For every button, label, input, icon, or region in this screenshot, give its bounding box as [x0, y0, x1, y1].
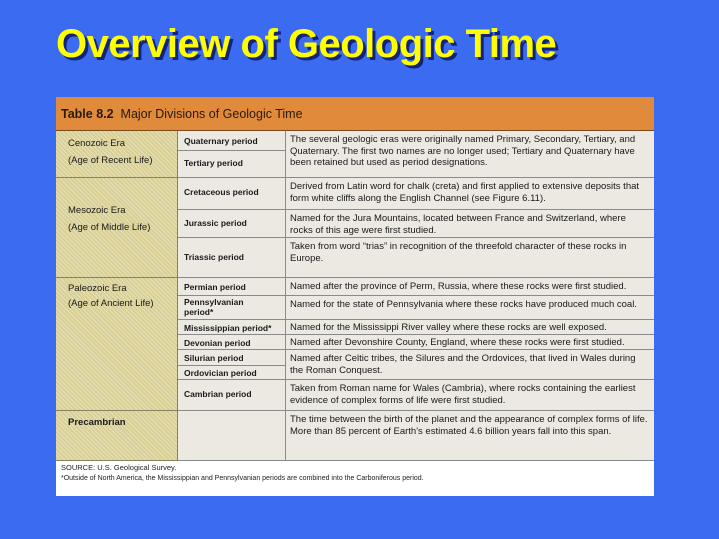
description-cell	[286, 320, 654, 335]
description-cell	[286, 210, 654, 238]
description-text: The several geologic eras were originally named Primary, Secondary, Tertiary, and Quaternary. The first two names are no longer used; Tertiary and Quaternary have been retained but used as period designations.	[290, 134, 636, 168]
era-name: Precambrian	[68, 417, 126, 428]
period-cell	[178, 350, 286, 366]
description-text: The time between the birth of the planet and the appearance of complex forms of life. More than 85 percent of Earth's estimated 4.6 billion years fall into this span.	[290, 414, 648, 437]
table-number: Table 8.2	[61, 107, 114, 121]
period-label: Ordovician period	[184, 368, 257, 378]
description-cell	[286, 411, 654, 461]
description-text: Named for the state of Pennsylvania where these rocks have produced much coal.	[290, 299, 637, 310]
table-caption: Major Divisions of Geologic Time	[120, 107, 303, 121]
table-header	[56, 97, 654, 131]
table-footnote: *Outside of North America, the Mississippian and Pennsylvanian periods are combined into the Carboniferous period.	[61, 475, 424, 482]
era-cell-mesozoic	[56, 178, 178, 278]
era-name: Paleozoic Era	[68, 283, 127, 294]
description-text: Named for the Mississippi River valley where these rocks are well exposed.	[290, 322, 607, 333]
era-cell-cenozoic	[56, 131, 178, 178]
era-subtitle: (Age of Middle Life)	[68, 222, 151, 233]
period-label: Permian period	[184, 282, 246, 292]
period-cell	[178, 366, 286, 380]
period-cell	[178, 210, 286, 238]
description-text: Derived from Latin word for chalk (creta) and first applied to extensive deposits that form white cliffs along the English Channel (see Figure 6.11).	[290, 181, 640, 204]
period-cell	[178, 131, 286, 151]
period-cell	[178, 296, 286, 320]
geologic-time-table	[56, 97, 654, 496]
description-text: Named after the province of Perm, Russia, where these rocks were first studied.	[290, 281, 627, 292]
description-text: Named for the Jura Mountains, located between France and Switzerland, where rocks of this age were first studied.	[290, 213, 626, 236]
period-cell	[178, 335, 286, 350]
period-cell	[178, 278, 286, 296]
description-text: Named after Devonshire County, England, where these rocks were first studied.	[290, 337, 625, 348]
period-cell	[178, 380, 286, 411]
period-label: Devonian period	[184, 338, 251, 348]
period-cell	[178, 411, 286, 461]
period-label: Tertiary period	[184, 158, 243, 168]
description-cell	[286, 296, 654, 320]
period-cell	[178, 238, 286, 278]
description-cell	[286, 131, 654, 178]
description-text: Named after Celtic tribes, the Silures and the Ordovices, that lived in Wales during the Roman Conquest.	[290, 353, 636, 376]
period-cell	[178, 178, 286, 210]
period-label: Mississippian period*	[184, 323, 272, 333]
table-source: SOURCE: U.S. Geological Survey.	[61, 463, 177, 472]
period-label: Triassic period	[184, 252, 244, 262]
table-body	[56, 131, 654, 461]
period-label: Cambrian period	[184, 389, 252, 399]
period-cell	[178, 151, 286, 178]
description-cell	[286, 380, 654, 411]
description-cell	[286, 350, 654, 380]
description-cell	[286, 178, 654, 210]
era-name: Cenozoic Era	[68, 138, 126, 149]
period-label: Cretaceous period	[184, 187, 259, 197]
description-text: Taken from word “trias” in recognition of the threefold character of these rocks in Europe.	[290, 241, 627, 264]
slide-title: Overview of Geologic Time	[56, 22, 557, 66]
era-subtitle: (Age of Recent Life)	[68, 155, 153, 166]
description-cell	[286, 278, 654, 296]
era-cell-paleozoic	[56, 278, 178, 411]
period-label: Silurian period	[184, 353, 244, 363]
period-label: Jurassic period	[184, 218, 247, 228]
era-subtitle: (Age of Ancient Life)	[68, 298, 154, 309]
period-label: Pennsylvanian period*	[184, 297, 244, 317]
period-label: Quaternary period	[184, 136, 258, 146]
era-cell-precambrian	[56, 411, 178, 461]
era-name: Mesozoic Era	[68, 205, 126, 216]
description-cell	[286, 335, 654, 350]
description-text: Taken from Roman name for Wales (Cambria), where rocks containing the earliest evidence of complex forms of life were first studied.	[290, 383, 636, 406]
description-cell	[286, 238, 654, 278]
period-cell	[178, 320, 286, 335]
